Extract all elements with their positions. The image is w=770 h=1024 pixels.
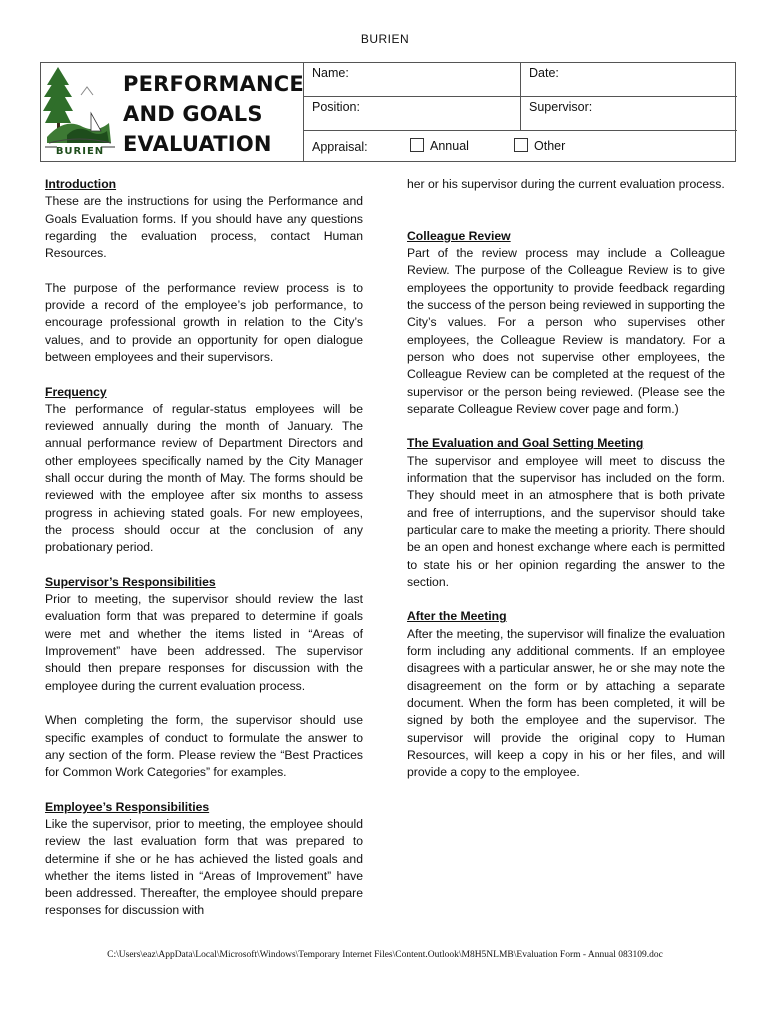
frequency-paragraph: The performance of regular-status employees will be reviewed annually during the month of January. The annual performance review of Department Directors and other employees specifically named by the City Manager shall occur during the month of May. The forms should be reviewed with the employee after six months to assess progress in achieving stated goals. For new employees, the process should occur at the conclusion of any probationary period. [45,401,363,555]
colleague-review-paragraph: Part of the review process may include a Colleague Review. The purpose of the Colleague Review is to give employees the opportunity to provide feedback regarding the success of the person being reviewed in supporting the City’s values. For a person who supervises other employees, the Colleague Review is mandatory. For a person who does not supervise other employees, the Colleague Review can be completed at the request of the supervisor or the person being reviewed. (Please see the separate Colleague Review cover page and form.) [407,246,725,416]
position-label: Position: [312,100,360,114]
other-label: Other [534,139,566,153]
intro-heading: Introduction [45,177,117,191]
intro-paragraph-1: These are the instructions for using the Performance and Goals Evaluation forms. If you should have any questions regarding the evaluation process, contact Human Resources. [45,194,363,261]
other-checkbox[interactable] [514,138,528,152]
supervisor-resp-heading: Supervisor’s Responsibilities [45,574,216,589]
name-label: Name: [312,66,349,80]
supervisor-field[interactable] [520,96,737,130]
right-column [407,176,725,799]
date-field[interactable] [520,62,737,96]
meeting-heading: The Evaluation and Goal Setting Meeting [407,436,644,451]
employee-resp-paragraph: Like the supervisor, prior to meeting, the employee should review the last evaluation form that was prepared to determine if she or he has achieved the listed goals and whether the items listed in “Areas of Improvement” have been addressed. Thereafter, the employee should prepare responses for discussion with [45,816,363,918]
intro-paragraph-2: The purpose of the performance review process is to provide a record of the employee’s job performance, to encourage professional growth in relation to the City’s values, and to provide an opportunity for open dialogue between employees and their supervisors. [45,280,363,364]
supervisor-label: Supervisor: [529,100,593,114]
footer-file-path: C:\Users\eaz\AppData\Local\Microsoft\Windows\Temporary Internet Files\Content.Outlook\M8H5NLMB\Evaluation Form - Annual 083109.doc [107,950,663,960]
form-fields [303,62,737,162]
title-line-1: PERFORMANCE [123,72,304,96]
frequency-heading: Frequency [45,384,107,399]
logo-text: BURIEN [55,146,105,157]
after-meeting-heading: After the Meeting [407,609,507,624]
header-org: BURIEN [360,32,410,46]
left-column [45,176,363,937]
title-line-3: EVALUATION [123,132,272,156]
evaluation-header-form [40,62,736,162]
supervisor-resp-paragraph-1: Prior to meeting, the supervisor should review the last evaluation form that was prepared to determine if goals were met and whether the items listed in “Areas of Improvement” have been addressed. The supervisor should then prepare responses for discussion with the employee during the current evaluation process. [45,592,363,693]
position-field[interactable] [304,96,520,130]
other-option[interactable] [514,138,565,153]
meeting-paragraph: The supervisor and employee will meet to discuss the information that the supervisor has included on the form. They should meet in an atmosphere that is both private and free of interruptions, and the supervisor should take particular care to make the meeting a priority. There should be an open and honest exchange where each is permitted to state his or her opinion regarding the answer to the section. [407,453,725,589]
employee-resp-heading: Employee’s Responsibilities [45,799,210,814]
form-row-position-supervisor [304,96,737,131]
continued-paragraph: her or his supervisor during the current evaluation process. [407,177,725,191]
form-row-appraisal [304,130,737,162]
form-row-name-date [304,62,737,97]
supervisor-resp-paragraph-2: When completing the form, the supervisor should use specific examples of conduct to formulate the answer to any section of the form. Please review the “Best Practices for Common Work Categories” for examples. [45,713,363,780]
annual-label: Annual [430,139,469,153]
colleague-review-heading: Colleague Review [407,228,511,243]
after-meeting-paragraph: After the meeting, the supervisor will finalize the evaluation form including any additional comments. If an employee disagrees with a particular answer, he or she may note the disagreement on the form or by attaching a separate document. When the form has been completed, it will be signed by both the employee and the supervisor. The supervisor will provide the original copy to Human Resources, will keep a copy in his or her files, and will provide a copy to the employee. [407,626,725,780]
title-line-2: AND GOALS [123,102,263,126]
tree-logo-icon [43,65,117,159]
date-label: Date: [529,66,559,80]
appraisal-label: Appraisal: [312,140,368,154]
page-title [123,69,303,159]
name-field[interactable] [304,62,520,96]
annual-option[interactable] [410,138,469,153]
burien-logo [43,65,117,159]
annual-checkbox[interactable] [410,138,424,152]
